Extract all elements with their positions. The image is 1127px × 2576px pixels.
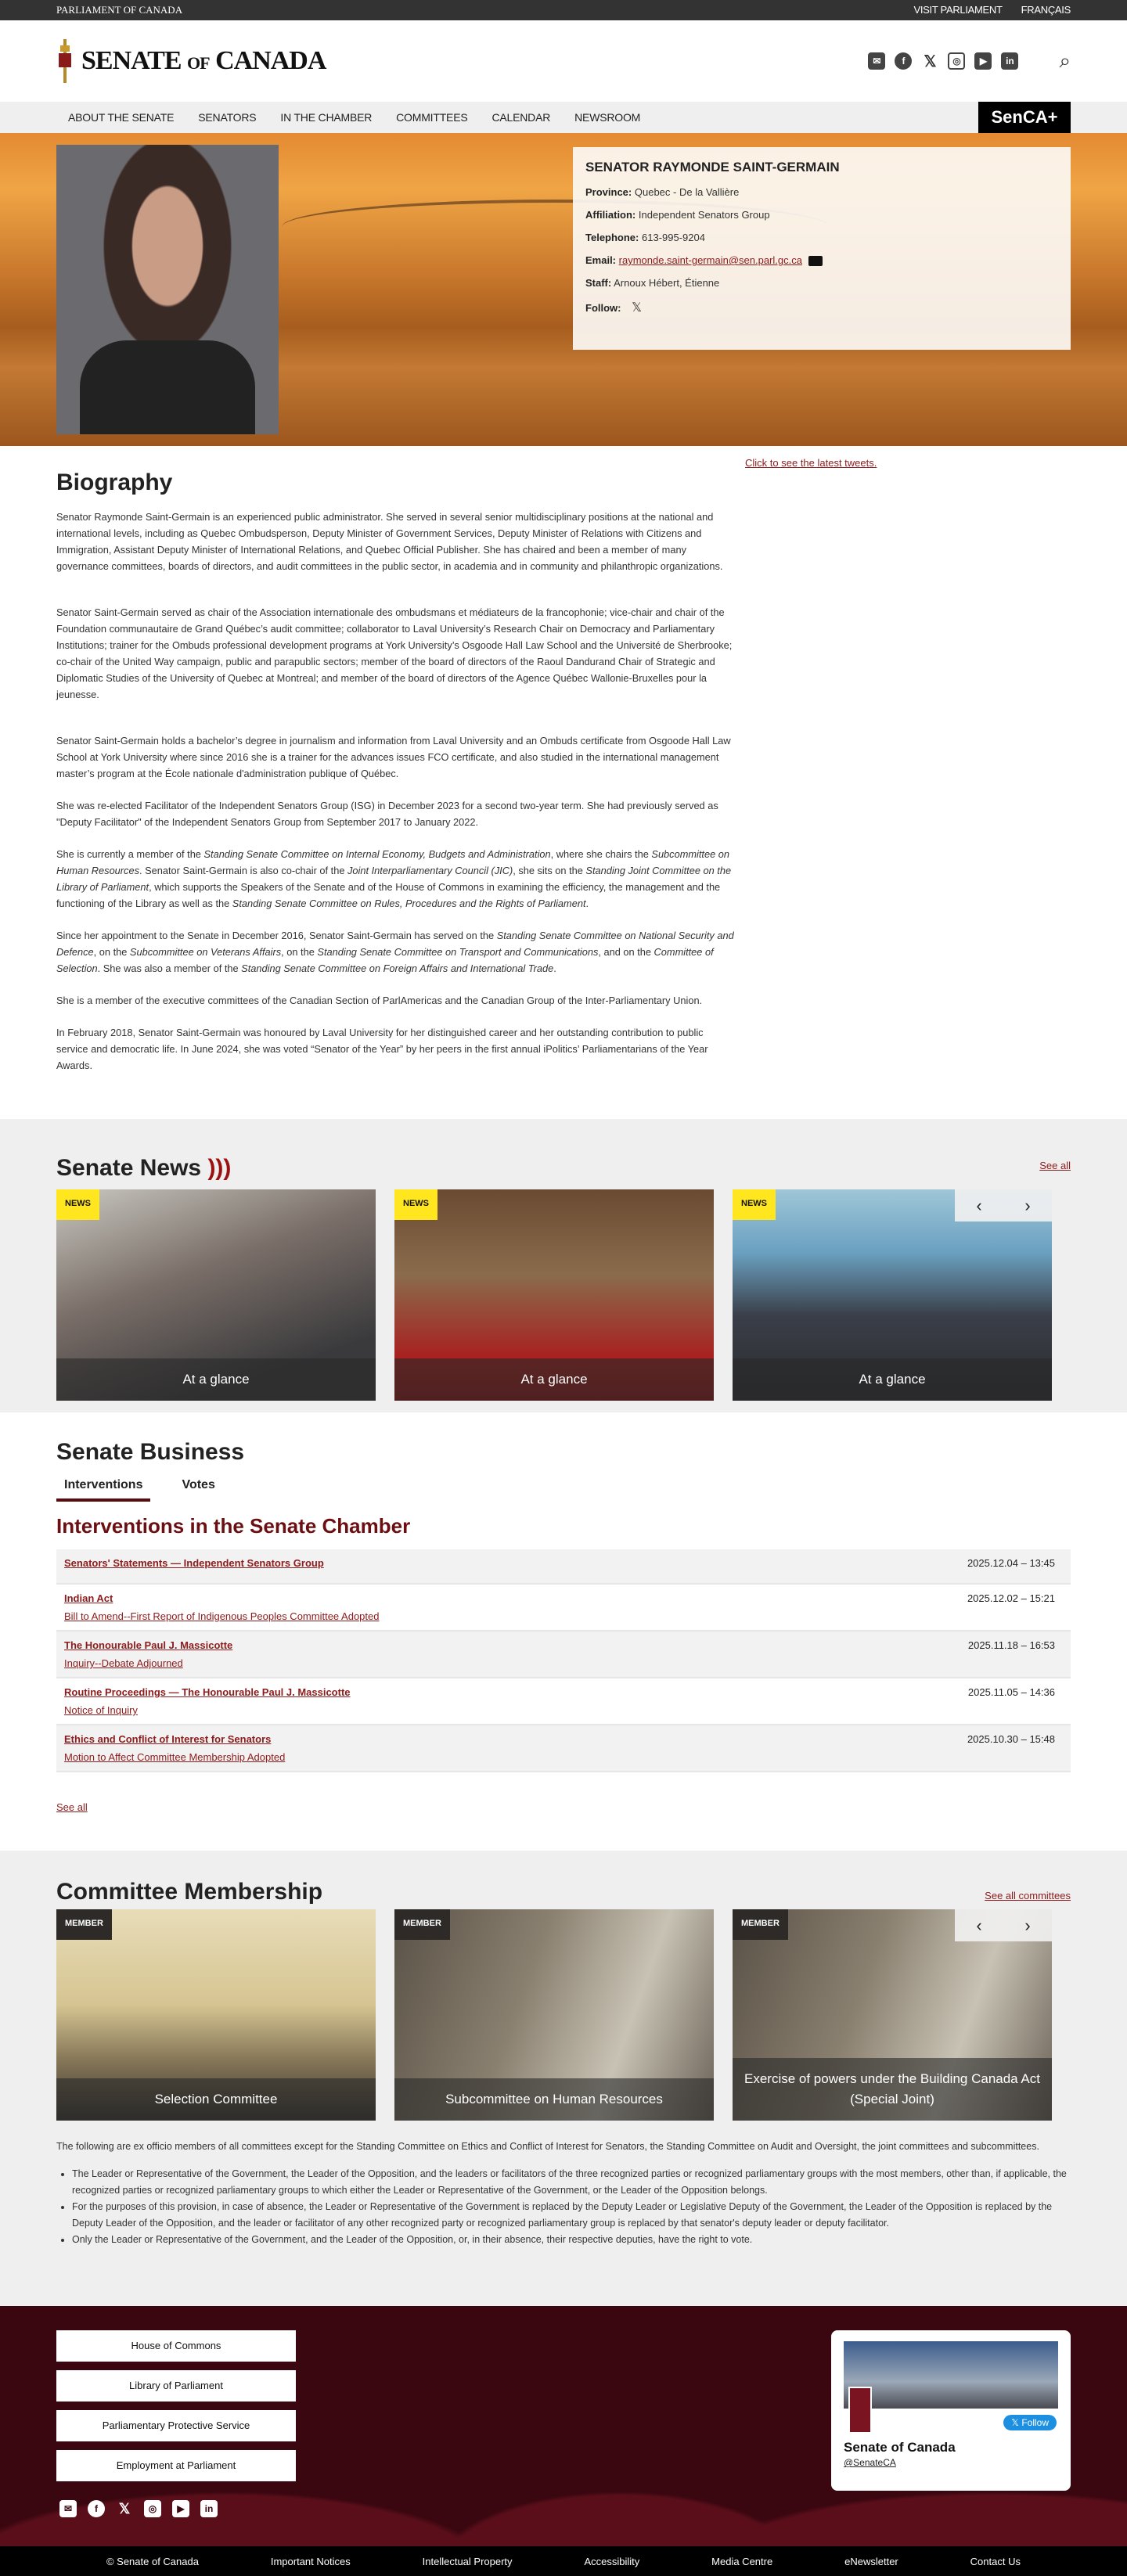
see-all-committees-link[interactable]: See all committees <box>985 1890 1071 1901</box>
twitter-follow-button[interactable]: 𝕏 Follow <box>1003 2415 1057 2430</box>
biography-text-segment: Senator Raymonde Saint-Germain is an experienced public administrator. She served in several senior multidisciplinary positions at the national and international levels, including as Quebec Ombudsperson, Deputy Minister of Government Services, Deputy Minister of Relations with Citizens and Immigration, Assistant Deputy Minister of International Relations, and Quebec Official Publisher. She has chaired and been a member of many governance committees, boards of directors, and audit committees in the public sector, in academia and in community and philanthropic organizations. <box>56 511 723 572</box>
news-card[interactable] <box>733 1189 1052 1401</box>
news-badge: NEWS <box>733 1189 776 1220</box>
senator-hero <box>0 133 1127 446</box>
intervention-subtitle-link[interactable]: Motion to Affect Committee Membership Adopted <box>64 1751 286 1763</box>
committee-title: Committee Membership <box>56 1879 323 1905</box>
interventions-see-all-link[interactable]: See all <box>56 1801 88 1813</box>
logo-text-canada: CANADA <box>215 46 326 75</box>
biography-text <box>56 509 737 1089</box>
footer-link-employment[interactable]: Employment at Parliament <box>56 2450 296 2481</box>
table-row <box>56 1549 1071 1585</box>
telephone-value: 613-995-9204 <box>642 232 705 243</box>
biography-title: Biography <box>56 470 173 495</box>
visit-parliament-link[interactable]: VISIT PARLIAMENT <box>913 4 1003 16</box>
biography-text-segment: She is currently a member of the <box>56 848 204 860</box>
follow-label: Follow <box>1021 2417 1049 2428</box>
intervention-title-link[interactable]: The Honourable Paul J. Massicotte <box>64 1639 233 1651</box>
senate-mace-icon <box>56 39 74 83</box>
x-icon[interactable]: 𝕏 <box>924 52 937 70</box>
instagram-icon[interactable]: ◎ <box>948 52 965 70</box>
intervention-title-link[interactable]: Senators' Statements — Independent Senators Group <box>64 1557 324 1569</box>
intervention-subtitle-link[interactable]: Inquiry--Debate Adjourned <box>64 1657 183 1669</box>
table-row <box>56 1632 1071 1678</box>
twitter-widget <box>831 2330 1071 2491</box>
senca-button[interactable]: SenCA+ <box>978 102 1071 133</box>
main-nav <box>0 102 1127 133</box>
biography-paragraph <box>56 927 737 977</box>
news-badge: NEWS <box>56 1189 99 1220</box>
biography-text-segment: . <box>553 962 556 974</box>
committee-card[interactable] <box>733 1909 1052 2121</box>
footer-link-library[interactable]: Library of Parliament <box>56 2370 296 2402</box>
twitter-avatar <box>848 2387 872 2434</box>
nav-newsroom[interactable]: NEWSROOM <box>574 111 641 124</box>
email-label: Email: <box>585 254 617 266</box>
biography-text-segment: She was re-elected Facilitator of the Independent Senators Group (ISG) in December 2023 for a second two-year term. She had previously served as "Deputy Facilitator" of the Independent Senators Group from September 2017 to January 2022. <box>56 800 718 828</box>
rss-icon[interactable]: ))) <box>207 1155 232 1181</box>
intervention-date: 2025.11.05 – 14:36 <box>967 1686 1055 1698</box>
nav-about[interactable]: ABOUT THE SENATE <box>68 111 175 124</box>
twitter-name: Senate of Canada <box>844 2440 956 2455</box>
affiliation-value: Independent Senators Group <box>638 209 770 221</box>
search-icon[interactable]: ⌕ <box>1059 49 1071 72</box>
linkedin-icon[interactable]: in <box>200 2500 218 2517</box>
biography-text-segment: , where she chairs the <box>550 848 652 860</box>
committee-caption: Subcommittee on Human Resources <box>394 2078 714 2121</box>
news-card[interactable] <box>394 1189 714 1401</box>
committee-name-italic: Committee of Selection <box>56 946 714 974</box>
ex-officio-bullet: • For the purposes of this provision, in case of absence, the Leader or Representative of the Government is replaced by the Deputy Leader or Legislative Deputy of the Government, the Leader of the Opposition is replaced by the Deputy Leader of the Opposition, and the leader or facilitator of any other recognized party or recognized parliamentary group is replaced by that senator's deputy leader or deputy facilitator. <box>72 2199 1071 2232</box>
intervention-subtitle-link[interactable]: Notice of Inquiry <box>64 1704 138 1716</box>
committee-name-italic: Standing Senate Committee on Foreign Affairs and International Trade <box>241 962 554 974</box>
ex-officio-intro: The following are ex officio members of all committees except for the Standing Committee on Ethics and Conflict of Interest for Senators, the Standing Committee on Audit and Oversight, the joint committees and subcommittees. <box>56 2141 1039 2152</box>
committee-name-italic: Standing Senate Committee on National Security and Defence <box>56 930 734 958</box>
intervention-title-link[interactable]: Routine Proceedings — The Honourable Paul J. Massicotte <box>64 1686 351 1698</box>
biography-text-segment: , and on the <box>598 946 654 958</box>
follow-label: Follow: <box>585 302 621 315</box>
biography-text-segment: She is a member of the executive committees of the Canadian Section of ParlAmericas and the Canadian Group of the Inter-Parliamentary Union. <box>56 995 703 1006</box>
twitter-banner <box>844 2341 1058 2409</box>
ex-officio-bullet: • Only the Leader or Representative of the Government, and the Leader of the Opposition, or, in their absence, their respective deputies, have the right to vote. <box>72 2232 1071 2248</box>
biography-section <box>0 446 1127 1119</box>
member-badge: MEMBER <box>56 1909 112 1940</box>
news-caption: At a glance <box>394 1358 714 1401</box>
intervention-date: 2025.12.04 – 13:45 <box>967 1557 1055 1569</box>
staff-label: Staff: <box>585 277 612 290</box>
biography-paragraph <box>56 1024 737 1074</box>
contact-us-link[interactable]: Contact Us <box>970 2555 1021 2567</box>
senate-news-section <box>0 1119 1127 1412</box>
footer-link-protective-service[interactable]: Parliamentary Protective Service <box>56 2410 296 2441</box>
senate-business-section <box>0 1412 1127 1851</box>
youtube-icon[interactable]: ▶ <box>172 2500 189 2517</box>
intellectual-property-link[interactable]: Intellectual Property <box>422 2555 513 2567</box>
media-centre-link[interactable]: Media Centre <box>711 2555 773 2567</box>
table-row <box>56 1678 1071 1725</box>
news-badge: NEWS <box>394 1189 437 1220</box>
member-badge: MEMBER <box>394 1909 450 1940</box>
facebook-icon[interactable]: f <box>88 2500 105 2517</box>
committee-name-italic: Subcommittee on Human Resources <box>56 848 729 876</box>
committee-name-italic: Standing Senate Committee on Rules, Procedures and the Rights of Parliament <box>232 898 586 909</box>
staff-value: Arnoux Hébert, Étienne <box>614 277 720 290</box>
ex-officio-bullet: • The Leader or Representative of the Government, the Leader of the Opposition, and the leaders or facilitators of the three recognized parties or recognized parliamentary groups with the most members, other than, if applicable, the recognized parties or recognized parliamentary groups to which either the Leader or Representative of the Government, or the Leader of the Opposition belongs. <box>72 2166 1071 2199</box>
email-link[interactable]: raymonde.saint-germain@sen.parl.gc.ca <box>618 254 802 266</box>
language-toggle-link[interactable]: FRANÇAIS <box>1021 4 1071 16</box>
interventions-table <box>56 1549 1071 1772</box>
email-icon[interactable]: ✉ <box>59 2500 77 2517</box>
committee-caption: Selection Committee <box>56 2078 376 2121</box>
biography-text-segment: . Senator Saint-Germain is also co-chair of the <box>139 865 347 876</box>
x-icon[interactable]: 𝕏 <box>118 2500 131 2517</box>
senator-name: SENATOR RAYMONDE SAINT-GERMAIN <box>585 160 840 174</box>
facebook-icon[interactable]: f <box>895 52 912 70</box>
biography-paragraph <box>56 604 737 703</box>
enewsletter-link[interactable]: eNewsletter <box>844 2555 898 2567</box>
ex-officio-note <box>56 2139 1071 2248</box>
biography-paragraph <box>56 509 737 574</box>
committee-name-italic: Subcommittee on Veterans Affairs <box>129 946 282 958</box>
biography-text-segment: Since her appointment to the Senate in December 2016, Senator Saint-Germain has served on the <box>56 930 497 941</box>
x-follow-icon[interactable]: 𝕏 <box>632 301 643 315</box>
email-icon[interactable]: ✉ <box>868 52 885 70</box>
tab-votes[interactable]: Votes <box>182 1478 215 1491</box>
committee-name-italic: Joint Interparliamentary Council (JIC) <box>347 865 513 876</box>
committee-caption: Exercise of powers under the Building Canada Act (Special Joint) <box>733 2058 1052 2121</box>
intervention-date: 2025.12.02 – 15:21 <box>967 1592 1055 1604</box>
parliament-label: PARLIAMENT OF CANADA <box>56 4 183 16</box>
committee-name-italic: Standing Senate Committee on Internal Economy, Budgets and Administration <box>203 848 551 860</box>
footer-link-house-of-commons[interactable]: House of Commons <box>56 2330 296 2362</box>
intervention-title-link[interactable]: Ethics and Conflict of Interest for Senators <box>64 1733 272 1745</box>
senator-photo <box>56 145 279 434</box>
biography-text-segment: , on the <box>281 946 318 958</box>
intervention-title-link[interactable]: Indian Act <box>64 1592 113 1604</box>
committee-name-italic: Standing Senate Committee on Transport and Communications <box>317 946 599 958</box>
nav-committees[interactable]: COMMITTEES <box>396 111 468 124</box>
carousel-next-icon[interactable]: › <box>1024 1195 1031 1215</box>
news-see-all-link[interactable]: See all <box>1039 1160 1071 1171</box>
news-caption: At a glance <box>56 1358 376 1401</box>
biography-text-segment: , on the <box>93 946 130 958</box>
accessibility-link[interactable]: Accessibility <box>584 2555 640 2567</box>
site-footer <box>0 2306 1127 2546</box>
senate-logo[interactable] <box>56 39 326 83</box>
senate-news-title: Senate News <box>56 1155 202 1181</box>
province-label: Province: <box>585 186 632 198</box>
table-row <box>56 1725 1071 1772</box>
copyright: © Senate of Canada <box>106 2555 199 2567</box>
youtube-icon[interactable]: ▶ <box>974 52 992 70</box>
biography-text-segment: In February 2018, Senator Saint-Germain was honoured by Laval University for her distinguished career and her outstanding contribution to public service and democratic life. In June 2024, she was voted “Senator of the Year” by her peers in the first annual iPolitics’ Parliamentarians of the Year Awards. <box>56 1027 708 1071</box>
committee-card[interactable] <box>394 1909 714 2121</box>
instagram-icon[interactable]: ◎ <box>144 2500 161 2517</box>
biography-paragraph <box>56 846 737 912</box>
nav-calendar[interactable]: CALENDAR <box>491 111 551 124</box>
logo-text-of: OF <box>187 53 210 73</box>
contact-card-icon[interactable] <box>808 256 823 266</box>
biography-text-segment: Senator Saint-Germain served as chair of the Association internationale des ombudsmans et médiateurs de la francophonie; vice-chair and chair of the Foundation communautaire de Grand Québec’s audit committee; collaborator to Laval University’s Research Chair on Democracy and Parliamentary Institutions; trainer for the Ombuds professional development programs at York University’s Osgoode Hall Law School and the Université de Sherbrooke; co-chair of the United Way campaign, public and parapublic sectors; member of the board of directors of the Raoul Dandurand Chair of Strategic and Diplomatic Studies of the University of Quebec at Montreal; and member of the board of directors of the Agence Québec Wallonie-Bruxelles pour la jeunesse. <box>56 606 733 700</box>
biography-paragraph <box>56 992 737 1009</box>
carousel-prev-icon[interactable]: ‹ <box>976 1195 982 1215</box>
committee-card[interactable] <box>56 1909 376 2121</box>
top-bar <box>0 0 1127 20</box>
bottom-bar <box>0 2546 1127 2576</box>
committee-membership-section <box>0 1851 1127 2306</box>
table-row <box>56 1585 1071 1632</box>
biography-text-segment: , which supports the Speakers of the Senate and of the House of Commons in examining the efficiency, the management and the functioning of the Library as well as the <box>56 881 721 909</box>
linkedin-icon[interactable]: in <box>1001 52 1018 70</box>
biography-text-segment: Senator Saint-Germain holds a bachelor’s degree in journalism and information from Laval University and an Ombuds certificate from Osgoode Hall Law School at York University where since 2016 she is a trainer for the advances issues FCO certificate, and also studied in the international management master’s program at the École nationale d'administration publique of Québec. <box>56 735 731 779</box>
news-caption: At a glance <box>733 1358 1052 1401</box>
interventions-title: Interventions in the Senate Chamber <box>56 1514 411 1538</box>
committee-name-italic: Standing Joint Committee on the Library of Parliament <box>56 865 732 893</box>
telephone-label: Telephone: <box>585 232 639 243</box>
biography-paragraph <box>56 797 737 830</box>
biography-paragraph <box>56 732 737 782</box>
biography-text-segment: . <box>585 898 589 909</box>
senate-business-title: Senate Business <box>56 1439 245 1465</box>
latest-tweets-link[interactable]: Click to see the latest tweets. <box>745 457 877 469</box>
site-header <box>0 20 1127 102</box>
twitter-handle-link[interactable]: @SenateCA <box>844 2457 896 2468</box>
senator-info-card <box>573 147 1071 350</box>
province-value: Quebec - De la Vallière <box>634 186 740 198</box>
carousel-next-icon[interactable]: › <box>1024 1915 1031 1935</box>
biography-text-segment: . She was also a member of the <box>97 962 242 974</box>
intervention-subtitle-link[interactable]: Bill to Amend--First Report of Indigenous Peoples Committee Adopted <box>64 1610 380 1622</box>
affiliation-label: Affiliation: <box>585 209 636 221</box>
member-badge: MEMBER <box>733 1909 788 1940</box>
tab-interventions[interactable]: Interventions <box>56 1478 150 1502</box>
nav-chamber[interactable]: IN THE CHAMBER <box>280 111 373 124</box>
news-card[interactable] <box>56 1189 376 1401</box>
important-notices-link[interactable]: Important Notices <box>270 2555 351 2567</box>
biography-text-segment: , she sits on the <box>513 865 586 876</box>
intervention-date: 2025.10.30 – 15:48 <box>967 1733 1055 1745</box>
intervention-date: 2025.11.18 – 16:53 <box>967 1639 1055 1651</box>
carousel-prev-icon[interactable]: ‹ <box>976 1915 982 1935</box>
logo-text-senate: SENATE <box>81 46 182 75</box>
nav-senators[interactable]: SENATORS <box>198 111 257 124</box>
